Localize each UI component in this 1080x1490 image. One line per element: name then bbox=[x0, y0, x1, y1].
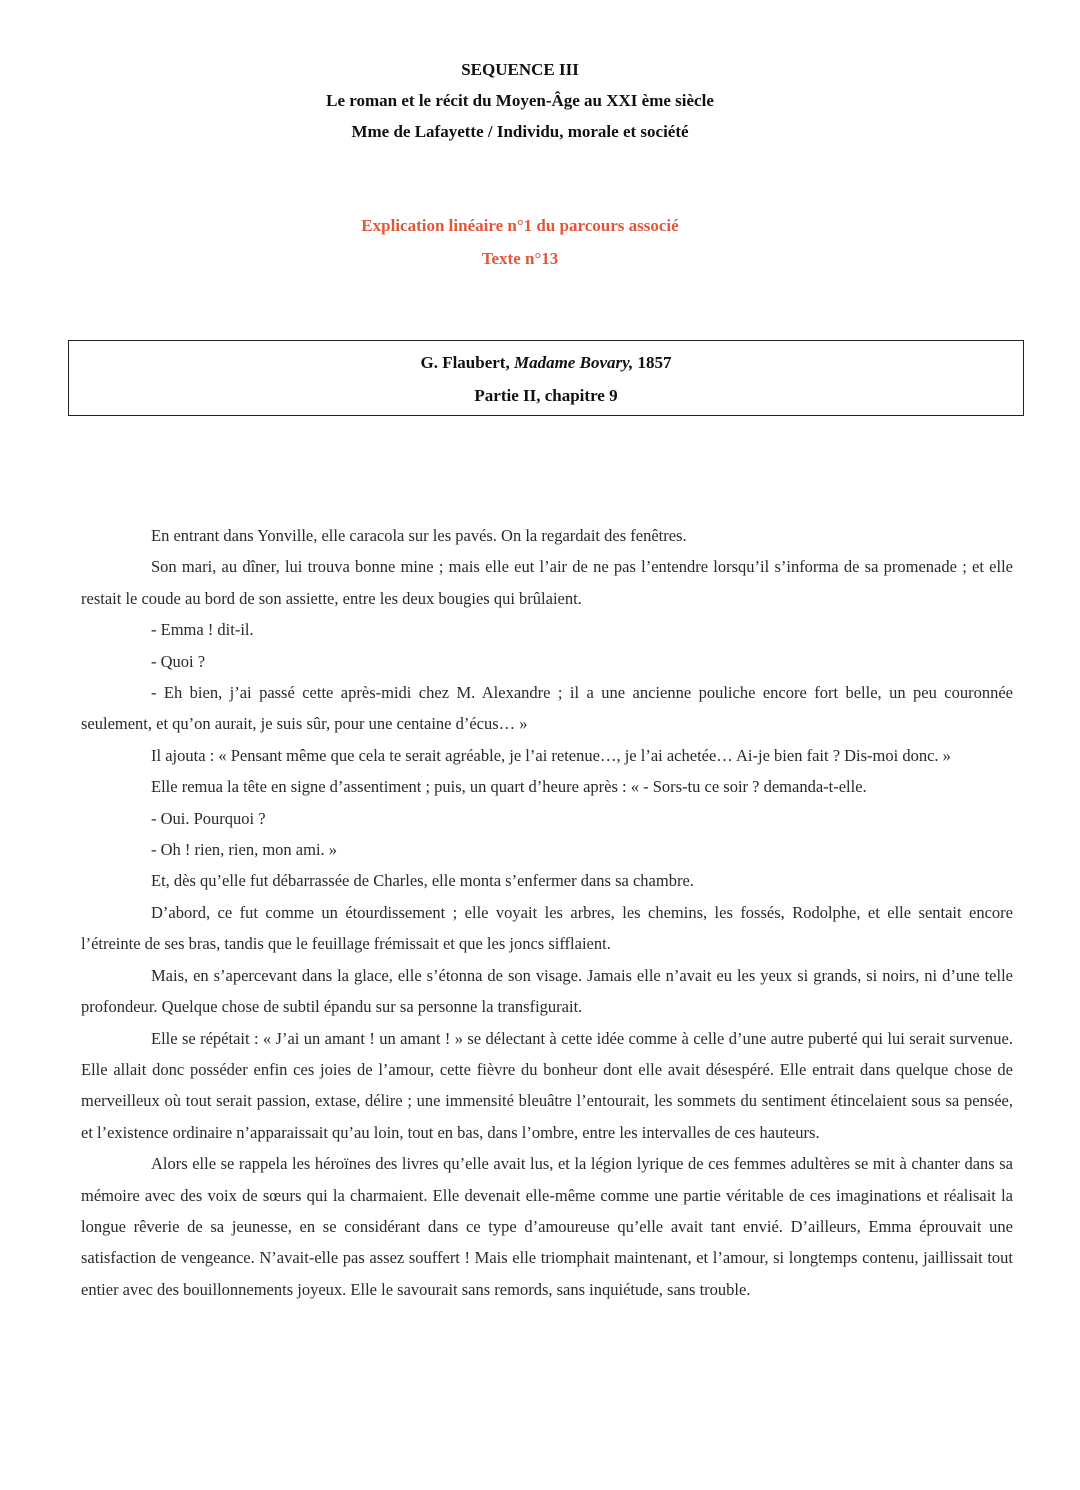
paragraph: Elle se répétait : « J’ai un amant ! un amant ! » se délectant à cette idée comme à celle d’une autre puberté qui lui serait survenue. Elle allait donc posséder enfin ces joies de l’amour, cette fièvre du bonheur dont elle avait désespéré. Elle entrait dans quelque chose de merveilleux où tout serait passion, extase, délire ; une immensité bleuâtre l’entourait, les sommets du sentiment étincelaient sous sa pensée, et l’existence ordinaire n’apparaissait qu’au loin, tout en bas, dans l’ombre, entre les intervalles de ces hauteurs. bbox=[81, 1028, 1013, 1142]
paragraph: En entrant dans Yonville, elle caracola sur les pavés. On la regardait des fenêtres. bbox=[151, 526, 687, 545]
paragraph: - Oui. Pourquoi ? bbox=[151, 808, 266, 828]
paragraph: Alors elle se rappela les héroïnes des livres qu’elle avait lus, et la légion lyrique de ces femmes adultères se mit à chanter dans sa mémoire avec des voix de sœurs qui la charmaient. Elle devenait elle-même comme une partie véritable de ces imaginations et réalisait la longue rêverie de sa jeunesse, en se considérant dans ce type d’amoureuse qu’elle avait tant envié. D’ailleurs, Emma éprouvait une satisfaction de vengeance. N’avait-elle pas assez souffert ! Mais elle triomphait maintenant, et l’amour, si longtemps contenu, jaillissait tout entier avec des bouillonnements joyeux. Elle le savourait sans remords, sans inquiétude, sans trouble. bbox=[81, 1154, 1013, 1299]
paragraph: Il ajouta : « Pensant même que cela te serait agréable, je l’ai retenue…, je l’ai achetée… Ai-je bien fait ? Dis-moi donc. » bbox=[151, 745, 951, 765]
explication-title: Explication linéaire n°1 du parcours associé bbox=[361, 216, 679, 235]
sequence-subtitle: Le roman et le récit du Moyen-Âge au XXI ème siècle bbox=[326, 91, 714, 110]
sequence-title: SEQUENCE III bbox=[461, 60, 579, 79]
paragraph: - Emma ! dit-il. bbox=[151, 620, 254, 640]
paragraph: - Eh bien, j’ai passé cette après-midi chez M. Alexandre ; il a une ancienne pouliche encore fort belle, un peu couronnée seulement, et qu’on aurait, je suis sûr, pour une centaine d’écus… » bbox=[81, 683, 1013, 734]
paragraph: - Oh ! rien, rien, mon ami. » bbox=[151, 840, 338, 860]
excerpt-text bbox=[81, 520, 1013, 1305]
explication-header bbox=[0, 209, 1040, 275]
paragraph: Et, dès qu’elle fut débarrassée de Charles, elle monta s’enfermer dans sa chambre. bbox=[151, 871, 694, 891]
paragraph: Elle remua la tête en signe d’assentiment ; puis, un quart d’heure après : « - Sors-tu ce soir ? demanda-t-elle. bbox=[151, 777, 867, 797]
sequence-header bbox=[0, 54, 1040, 147]
source-title: Madame Bovary, bbox=[513, 353, 634, 372]
source-box bbox=[68, 340, 1024, 416]
paragraph: Son mari, au dîner, lui trouva bonne mine ; mais elle eut l’air de ne pas l’entendre lorsqu’il s’informa de sa promenade ; et elle restait le coude au bord de son assiette, entre les deux bougies qui brûlaient. bbox=[81, 557, 1013, 608]
paragraph: D’abord, ce fut comme un étourdissement ; elle voyait les arbres, les chemins, les fossés, Rodolphe, et elle sentait encore l’étreinte de ses bras, tandis que le feuillage frémissait et que les joncs sifflaient. bbox=[81, 902, 1013, 954]
paragraph: Mais, en s’apercevant dans la glace, elle s’étonna de son visage. Jamais elle n’avait eu les yeux si grands, si noirs, ni d’une telle profondeur. Quelque chose de subtil épandu sur sa personne la transfigurait. bbox=[81, 965, 1013, 1017]
paragraph: - Quoi ? bbox=[151, 651, 206, 671]
source-reference bbox=[69, 351, 1023, 375]
source-year: 1857 bbox=[633, 353, 672, 372]
source-chapter: Partie II, chapitre 9 bbox=[474, 386, 618, 405]
text-number: Texte n°13 bbox=[481, 249, 559, 268]
source-author: G. Flaubert, bbox=[420, 353, 514, 372]
sequence-theme: Mme de Lafayette / Individu, morale et société bbox=[351, 122, 689, 141]
